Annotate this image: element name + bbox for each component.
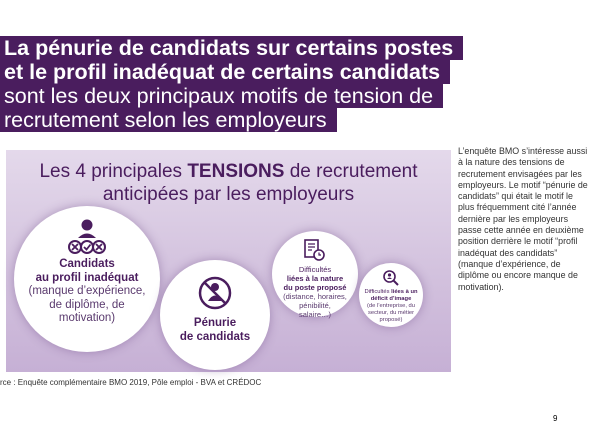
side-paragraph: L’enquête BMO s’intéresse aussi à la nature des tensions de recrutement envisagées par les employeurs. Le motif “pénurie de candidats” qui était le motif le plus fréquemment cité l’année dernière par les employeurs passe cette année en deuxième position derrière le motif “profil inadéquat des candidats” (manque d’expérience, de diplôme ou encore manque de motivation). <box>458 146 588 292</box>
people-crossed-icon <box>67 216 107 256</box>
no-person-icon <box>198 276 232 310</box>
circle3-detail2: pénibilité, <box>299 301 331 310</box>
circle3-line1: Difficultés <box>298 265 332 274</box>
circle-deficit-image <box>359 263 423 327</box>
circle1-detail3: motivation) <box>58 312 116 324</box>
infographic-title-pre: Les 4 principales <box>39 161 188 182</box>
circle4-line1-bold: liées à un <box>391 289 418 295</box>
circle4-detail3: proposé) <box>379 317 403 323</box>
circle2-bold1: Pénurie <box>193 317 237 329</box>
circle3-detail3: salaire…) <box>298 310 332 319</box>
tensions-infographic <box>6 150 451 372</box>
infographic-title-line2: anticipées par les employeurs <box>102 184 355 205</box>
document-clock-icon <box>302 238 326 262</box>
circle2-bold2: de candidats <box>179 330 251 343</box>
circle4-detail1: (de l’entreprise, du <box>366 303 415 309</box>
infographic-title-bold: TENSIONS <box>187 161 285 182</box>
circle3-bold2: du poste proposé <box>283 283 347 292</box>
page-title <box>0 36 480 132</box>
circle1-bold1: Candidats <box>59 258 115 270</box>
magnifier-person-icon <box>382 269 400 287</box>
circle-penurie <box>160 260 270 370</box>
title-line-1: La pénurie de candidats sur certains postes <box>0 36 463 60</box>
title-line-4: recrutement selon les employeurs <box>0 108 337 132</box>
circle1-bold2: au profil inadéquat <box>35 271 139 284</box>
circle3-bold1: liées à la nature <box>286 274 344 283</box>
page-number: 9 <box>553 414 558 423</box>
title-line-2: et le profil inadéquat de certains candidats <box>0 60 450 84</box>
infographic-title <box>6 160 451 206</box>
circle3-detail1: (distance, horaires, <box>283 292 347 301</box>
circle1-detail1: (manque d’expérience, <box>28 285 146 297</box>
circle-profil-inadequat <box>14 206 160 352</box>
circle-nature-poste <box>272 231 358 317</box>
circle4-detail2: secteur, du métier <box>367 310 415 316</box>
circle1-detail2: de diplôme, de <box>49 298 125 311</box>
infographic-title-post: de recrutement <box>284 161 418 182</box>
circle4-bold2: déficit d’image <box>370 296 412 302</box>
circle4-line1-pre: Difficultés <box>364 289 392 295</box>
source-caption: rce : Enquête complémentaire BMO 2019, Pôle emploi - BVA et CRÉDOC <box>0 378 262 387</box>
title-line-3: sont les deux principaux motifs de tension de <box>0 84 443 108</box>
